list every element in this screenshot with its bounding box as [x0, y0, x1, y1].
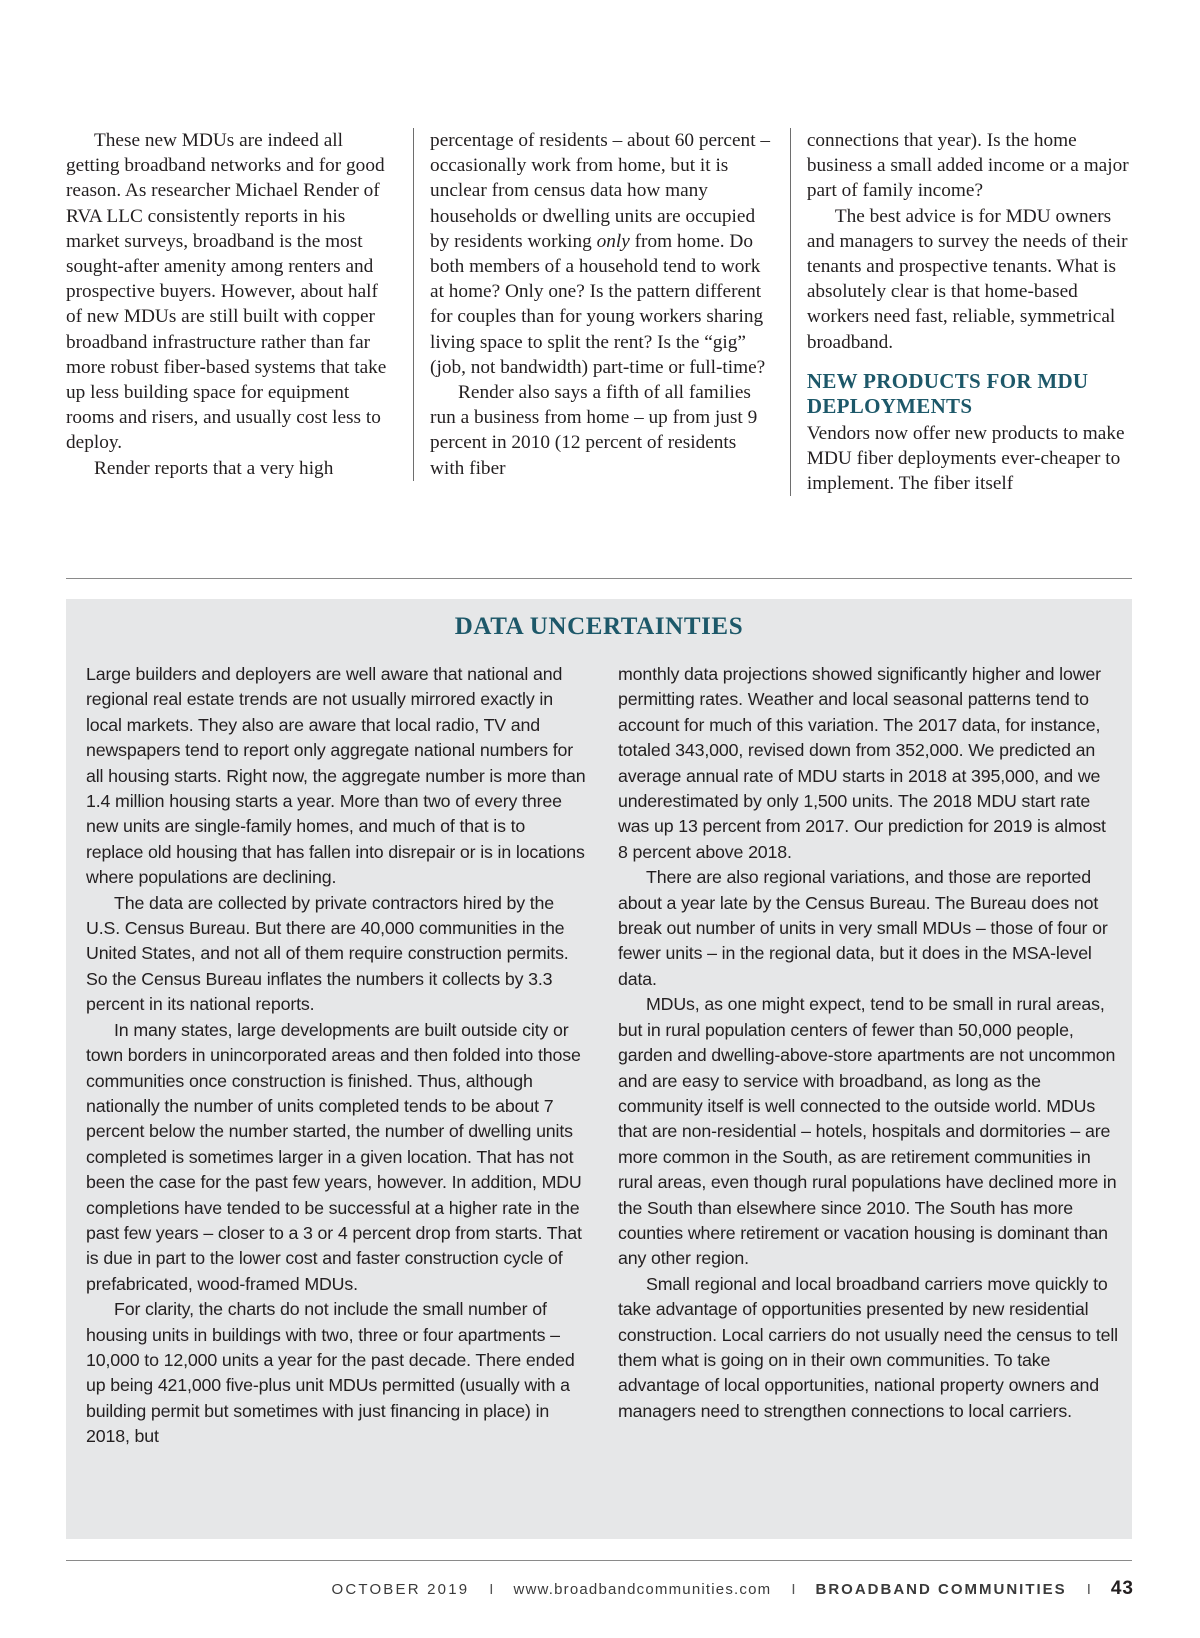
article-columns [66, 128, 1132, 496]
footer-magazine-name: BROADBAND COMMUNITIES [815, 1581, 1067, 1598]
footer-rule [66, 1560, 1132, 1561]
emphasis-text: only [596, 230, 630, 252]
article-paragraph: Render also says a fifth of all families run a business from home – up from just 9 percent in 2010 (12 percent of residents with fiber [430, 382, 758, 479]
article-column-2 [413, 128, 773, 481]
sidebar-column-right [618, 662, 1118, 1450]
article-paragraph: Render reports that a very high [94, 457, 334, 479]
sidebar-paragraph: monthly data projections showed significantly higher and lower permitting rates. Weather and local seasonal patterns tend to account for much of this variation. The 2017 data, for instance, totaled 343,000, revised down from 352,000. We predicted an average annual rate of MDU starts in 2018 at 395,000, and we underestimated by only 1,500 units. The 2018 MDU start rate was up 13 percent from 2017. Our prediction for 2019 is almost 8 percent above 2018. [618, 664, 1106, 862]
sidebar-paragraph: Large builders and deployers are well aware that national and regional real estate trends are not usually mirrored exactly in local markets. They also are aware that local radio, TV and newspapers tend to report only aggregate national numbers for all housing starts. Right now, the aggregate number is more than 1.4 million housing starts a year. More than two of every three new units are single-family homes, and much of that is to replace old housing that has fallen into disrepair or is in locations where populations are declining. [86, 664, 586, 888]
sidebar-paragraph: MDUs, as one might expect, tend to be small in rural areas, but in rural population centers of fewer than 50,000 people, garden and dwelling-above-store apartments are not uncommon and are easy to service with broadband, as long as the community itself is well connected to the outside world. MDUs that are non-residential – hotels, hospitals and dormitories – are more common in the South, as are retirement communities in rural areas, even though rural populations have declined more in the South than elsewhere since 2010. The South has more counties where retirement or vacation housing is dominant than any other region. [618, 994, 1117, 1269]
divider-rule [66, 578, 1132, 579]
article-column-3 [790, 128, 1132, 496]
footer-separator: I [1086, 1581, 1091, 1598]
article-paragraph: connections that year). Is the home business a small added income or a major part of family income? [806, 130, 1129, 202]
footer-issue-date: OCTOBER 2019 [331, 1581, 470, 1598]
article-paragraph: These new MDUs are indeed all getting broadband networks and for good reason. As researcher Michael Render of RVA LLC consistently reports in his market surveys, broadband is the most sought-after amenity among renters and prospective buyers. However, about half of new MDUs are still built with copper broadband infrastructure rather than far more robust fiber-based systems that take up less building space for equipment rooms and risers, and usually cost less to deploy. [66, 130, 387, 454]
sidebar-paragraph: There are also regional variations, and those are reported about a year late by the Census Bureau. The Bureau does not break out number of units in very small MDUs – those of four or fewer units – in the regional data, but it does in the MSA-level data. [618, 867, 1108, 989]
sidebar-title: DATA UNCERTAINTIES [454, 613, 744, 640]
article-paragraph: The best advice is for MDU owners and managers to survey the needs of their tenants and prospective tenants. What is absolutely clear is that home-based workers need fast, reliable, symmetrical broadband. [806, 205, 1128, 353]
section-subhead: NEW PRODUCTS FOR MDU DEPLOYMENTS [806, 368, 1089, 418]
sidebar-paragraph: For clarity, the charts do not include the small number of housing units in buildings with two, three or four apartments – 10,000 to 12,000 units a year for the past decade. There ended up being 421,000 five-plus unit MDUs permitted (usually with a building permit but sometimes with just financing in place) in 2018, but [86, 1299, 575, 1447]
sidebar-paragraph: The data are collected by private contractors hired by the U.S. Census Bureau. But there are 40,000 communities in the United States, and not all of them require construction permits. So the Census Bureau inflates the numbers it collects by 3.3 percent in its national reports. [86, 892, 569, 1015]
article-column-1 [66, 128, 396, 481]
footer-separator: I [791, 1581, 796, 1598]
footer-website-link[interactable]: www.broadbandcommunities.com [513, 1581, 772, 1598]
sidebar-columns [86, 662, 1118, 1450]
sidebar-paragraph: In many states, large developments are built outside city or town borders in unincorporated areas and then folded into those communities once construction is finished. Thus, although nationally the number of units completed tends to be about 7 percent below the number started, the number of dwelling units completed is sometimes larger in a given location. That has not been the case for the past few years, however. In addition, MDU completions have tended to be successful at a higher rate in the past few years – closer to a 3 or 4 percent drop from starts. That is due in part to the lower cost and faster construction cycle of prefabricated, wood-framed MDUs. [86, 1019, 582, 1294]
text-run: percentage of residents – about 60 percent – occasionally work from home, but it is unclear from census data how many households or dwelling units are occupied by residents working [430, 130, 771, 252]
article-paragraph: Vendors now offer new products to make MDU fiber deployments ever-cheaper to implement. The fiber itself [806, 422, 1125, 495]
page-number: 43 [1110, 1578, 1134, 1599]
sidebar-paragraph: Small regional and local broadband carriers move quickly to take advantage of opportunities presented by new residential construction. Local carriers do not usually need the census to tell them what is going on in their own communities. To take advantage of local opportunities, national property owners and managers need to strengthen connections to local carriers. [618, 1273, 1118, 1421]
footer-separator: I [489, 1581, 494, 1598]
page-footer [331, 1578, 1134, 1600]
text-run: from home. Do both members of a household tend to work at home? Only one? Is the pattern different for couples than for young workers sharing living space to split the rent? Is the “gig” (job, not bandwidth) part-time or full-time? [430, 230, 766, 378]
article-paragraph [430, 128, 773, 380]
sidebar-column-left [86, 662, 586, 1450]
sidebar-box [66, 599, 1132, 1539]
